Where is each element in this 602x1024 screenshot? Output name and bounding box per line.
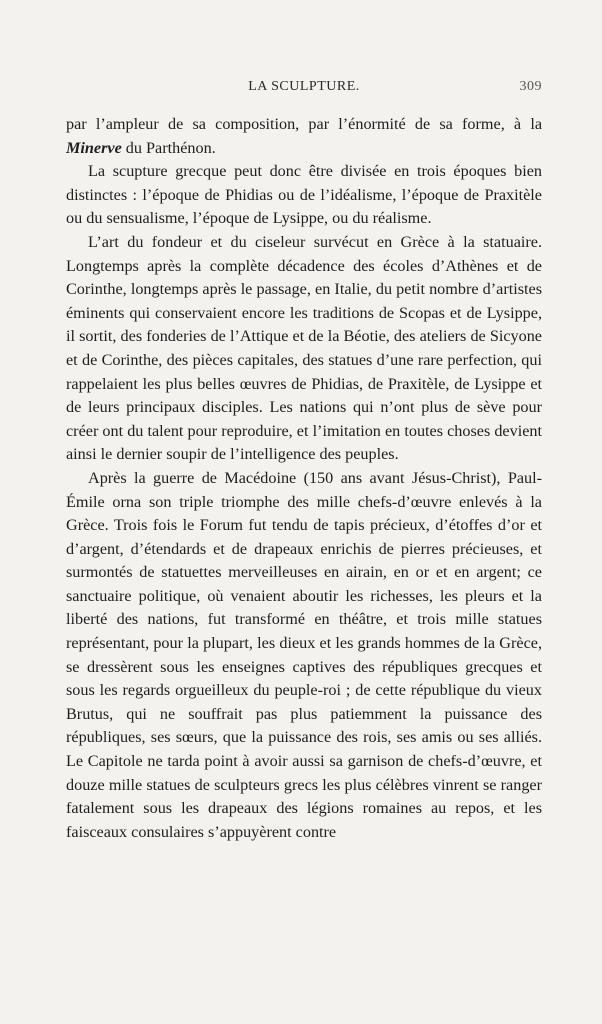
paragraph-1-text-after: du Parthénon. [121,138,216,157]
minerve-italic: Minerve [66,138,122,157]
running-head [66,79,542,99]
paragraph-2: La scupture grecque peut donc être divisée en trois époques bien distinctes : l’époque de Phidias ou de l’idéalisme, l’époque de Praxitèle ou du sensualisme, l’époque de Lysippe, ou du réalisme. [66,162,542,228]
paragraph-3: L’art du fondeur et du ciseleur survécut en Grèce à la statuaire. Longtemps après la complète décadence des écoles d’Athènes et de Corinthe, longtemps après le passage, en Italie, du petit nombre d’artistes éminents qui conservaient encore les traditions de Scopas et de Lysippe, il sortit, des fonderies de l’Attique et de la Béotie, des ateliers de Sicyone et de Corinthe, des pièces capitales, des statues d’une rare perfection, qui rappelaient les plus belles œuvres de Phidias, de Praxitèle, de Lysippe et de leurs principaux disciples. Les nations qui n’ont plus de sève pour créer ont du talent pour reproduire, et l’imitation en toutes choses devient ainsi le dernier soupir de l’intelligence des peuples. [66,232,542,464]
paragraph-1-text-before: par l’ampleur de sa composition, par l’énormité de sa forme, à la [66,115,542,133]
paragraph-1 [66,113,542,160]
page-number: 309 [519,79,542,94]
running-head-title: LA SCULPTURE. [248,79,360,94]
paragraph-4: Après la guerre de Macédoine (150 ans avant Jésus-Christ), Paul-Émile orna son triple triomphe des mille chefs-d’œuvre enlevés à la Grèce. Trois fois le Forum fut tendu de tapis précieux, d’étoffes d’or et d’argent, d’étendards et de drapeaux enrichis de pierres précieuses, et surmontés de statuettes merveilleuses en airain, en or et en argent; ce sanctuaire politique, où venaient aboutir les richesses, les pleurs et la liberté des nations, fut transformé en théâtre, et trois mille statues représentant, pour la plupart, les dieux et les grands hommes de la Grèce, se dressèrent sous les enseignes captives des républiques grecques et sous les regards orgueilleux du peuple-roi ; de cette république du vieux Brutus, qui ne souffrait pas plus patiemment la puissance des républiques, ses sœurs, que la puissance des rois, ses amis ou ses alliés. Le Capitole ne tarda point à avoir aussi sa garnison de chefs-d’œuvre, et douze mille statues de sculpteurs grecs les plus célèbres vinrent se ranger fatalement sous les drapeaux des légions romaines au repos, et les faisceaux consulaires s’appuyèrent contre [66,468,542,841]
body-text [66,113,542,844]
